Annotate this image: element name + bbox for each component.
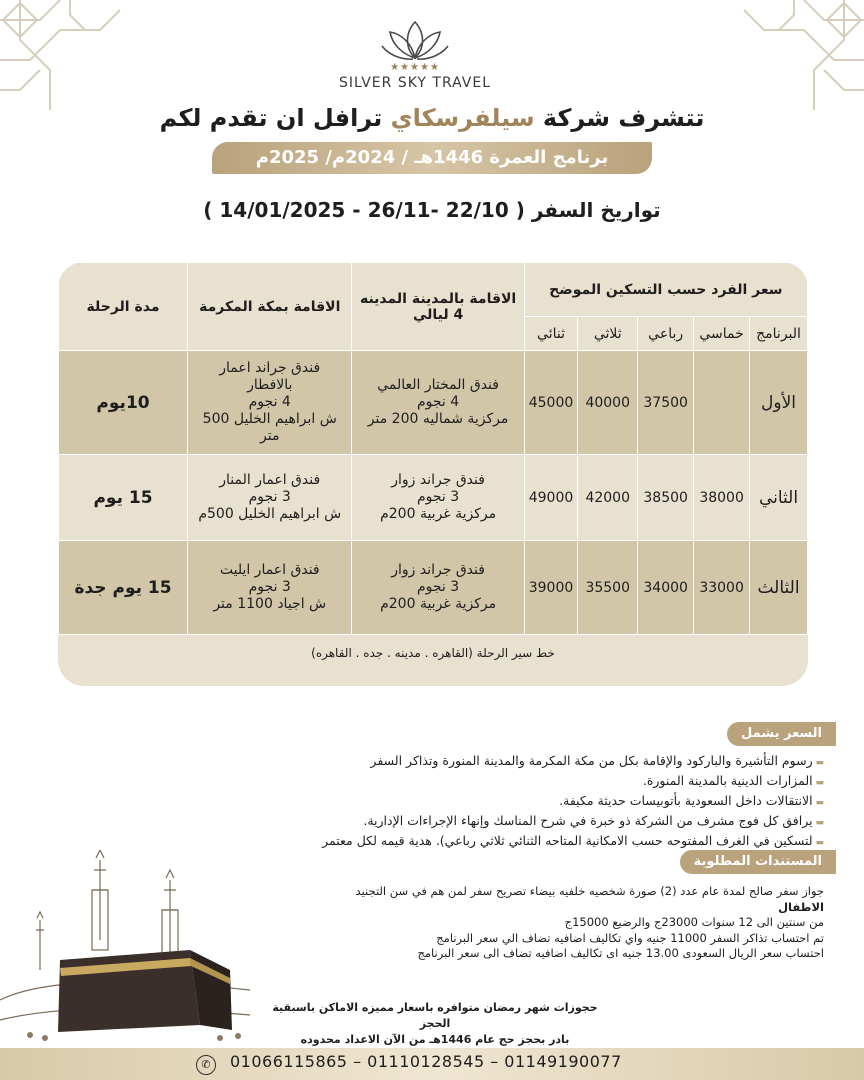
- hotel-location: ش اجياد 1100 متر: [213, 596, 327, 612]
- program-name: الثالث: [750, 541, 808, 635]
- hotel-location: مركزية غربية 200م: [380, 506, 497, 522]
- brand-logo: [330, 18, 500, 91]
- headline-post: ترافل ان تقدم لكم: [159, 104, 383, 132]
- quad-header: رباعي: [638, 317, 694, 351]
- list-item: ▬ الانتقالات داخل السعودية بأتوبيسات حديثة مكيفة.: [24, 792, 824, 812]
- hotel-location-unit: متر: [260, 428, 280, 444]
- phone-bar: [0, 1048, 864, 1080]
- trip-duration: 10يوم: [59, 351, 188, 455]
- passport-requirement: جواز سفر صالح لمدة عام عدد (2) صورة شخصيه خلفيه بيضاء تصريح سفر لمن هم في سن التجنيد: [355, 884, 824, 898]
- makkah-hotel: [188, 455, 352, 541]
- hotel-location: ش ابراهيم الخليل 500: [202, 411, 337, 427]
- hotel-stars: 3 نجوم: [248, 489, 291, 505]
- madinah-hotel: [352, 351, 524, 455]
- price-table: [58, 262, 808, 635]
- hotel-location: مركزية شماليه 200 متر: [367, 411, 509, 427]
- price-quint: [694, 351, 750, 455]
- hotel-location: ش ابراهيم الخليل 500م: [198, 506, 342, 522]
- travel-dates: تواريخ السفر ( 22/10 -26/11 - 14/01/2025 ): [203, 198, 661, 222]
- table-row: [59, 541, 808, 635]
- madinah-hotel: [352, 541, 524, 635]
- price-quad: 37500: [638, 351, 694, 455]
- headline-pre: تتشرف شركة: [542, 104, 705, 132]
- list-item: ▬ المزارات الدينية بالمدينة المنورة.: [24, 772, 824, 792]
- quint-header: خماسي: [694, 317, 750, 351]
- makkah-header: الاقامة بمكة المكرمة: [188, 263, 352, 351]
- footer-note-line: بادر بحجز حج عام 1446هـ من الآن الاعداد محدوده: [300, 1033, 570, 1046]
- duration-header: مدة الرحلة: [59, 263, 188, 351]
- lotus-icon: [380, 18, 450, 62]
- price-group-header: سعر الفرد حسب التسكين الموضح: [524, 263, 807, 317]
- document-line: تم احتساب تذاكر السفر 11000 جنيه واي تكاليف اضافيه تضاف الي سعر البرنامج: [436, 930, 824, 945]
- hotel-name: فندق اعمار المنار: [219, 472, 321, 488]
- ornament-corner-right: [724, 0, 864, 120]
- phone-numbers[interactable]: 01066115865 – 01110128545 – 01149190077: [230, 1052, 622, 1071]
- document-line: من سنتين الى 12 سنوات 23000ج والرضيع 15000ج: [564, 915, 824, 929]
- madinah-header: الاقامة بالمدينة المدينه 4 ليالي: [352, 263, 524, 351]
- hotel-name: فندق اعمار ايليت: [219, 562, 320, 578]
- price-double: 45000: [524, 351, 578, 455]
- hotel-stars: 3 نجوم: [416, 489, 460, 505]
- price-quad: 38500: [638, 455, 694, 541]
- program-banner: برنامج العمرة 1446هـ / 2024م/ 2025م: [212, 142, 652, 174]
- trip-duration: 15 يوم جدة: [59, 541, 188, 635]
- hotel-stars: 3 نجوم: [416, 579, 460, 595]
- price-double: 49000: [524, 455, 578, 541]
- trip-route: خط سير الرحلة (القاهره . مدينه . جده . القاهره): [311, 646, 555, 660]
- hotel-name: فندق المختار العالمي: [377, 377, 499, 393]
- price-triple: 42000: [578, 455, 638, 541]
- hotel-name: فندق جراند زوار: [391, 562, 485, 578]
- price-triple: 40000: [578, 351, 638, 455]
- price-double: 39000: [524, 541, 578, 635]
- hotel-name: فندق جراند زوار: [391, 472, 485, 488]
- madinah-hotel: [352, 455, 524, 541]
- documents-title: المستندات المطلوبة: [680, 850, 836, 874]
- hotel-stars: 4 نجوم: [248, 394, 291, 410]
- headline: [0, 104, 864, 132]
- price-quint: 38000: [694, 455, 750, 541]
- footer-note: [260, 1000, 610, 1048]
- documents-list: [224, 884, 824, 962]
- footer-note-line: حجوزات شهر رمضان متوافره باسعار مميزه الاماكن باسبقية الحجز: [272, 1001, 598, 1030]
- hotel-name: فندق جراند اعمار: [219, 360, 321, 376]
- list-item: ▬ يرافق كل فوج مشرف من الشركة ذو خبرة في شرح المناسك وإنهاء الإجراءات الإدارية.: [24, 812, 824, 832]
- hotel-stars: 4 نجوم: [416, 394, 460, 410]
- brand-name: SILVER SKY TRAVEL: [338, 75, 492, 91]
- kaaba-illustration: [0, 850, 250, 1046]
- includes-title: السعر يشمل: [727, 722, 836, 746]
- makkah-hotel: [188, 351, 352, 455]
- list-item: ▬ لتسكين في الغرف المفتوحه حسب الامكانية المتاحه الثنائي ثلاثي رباعي). هدية قيمه لكل معتمر: [24, 832, 824, 852]
- table-row: [59, 455, 808, 541]
- double-header: ثنائي: [524, 317, 578, 351]
- hotel-stars: 3 نجوم: [248, 579, 291, 595]
- price-triple: 35500: [578, 541, 638, 635]
- program-name: الأول: [750, 351, 808, 455]
- table-row: [59, 351, 808, 455]
- triple-header: ثلاثي: [578, 317, 638, 351]
- ornament-corner-left: [0, 0, 140, 120]
- rating-stars: ★★★★★: [390, 62, 440, 73]
- children-title: الاطفال: [778, 899, 824, 914]
- document-line: احتساب سعر الريال السعودى 13.00 جنيه اى تكاليف اضافيه تضاف الى سعر البرنامج: [417, 946, 824, 960]
- list-item: ▬ رسوم التأشيرة والباركود والإقامة بكل من مكة المكرمة والمدينة المنورة وتذاكر السفر: [24, 752, 824, 772]
- price-quint: 33000: [694, 541, 750, 635]
- trip-duration: 15 يوم: [59, 455, 188, 541]
- program-header: البرنامج: [750, 317, 808, 351]
- headline-highlight: سيلفرسكاي: [390, 104, 535, 132]
- price-quad: 34000: [638, 541, 694, 635]
- phone-icon: ✆: [196, 1055, 216, 1075]
- makkah-hotel: [188, 541, 352, 635]
- hotel-meal: بالافطار: [247, 377, 293, 393]
- includes-list: [24, 752, 824, 852]
- hotel-location: مركزية غربية 200م: [380, 596, 497, 612]
- program-name: الثاني: [750, 455, 808, 541]
